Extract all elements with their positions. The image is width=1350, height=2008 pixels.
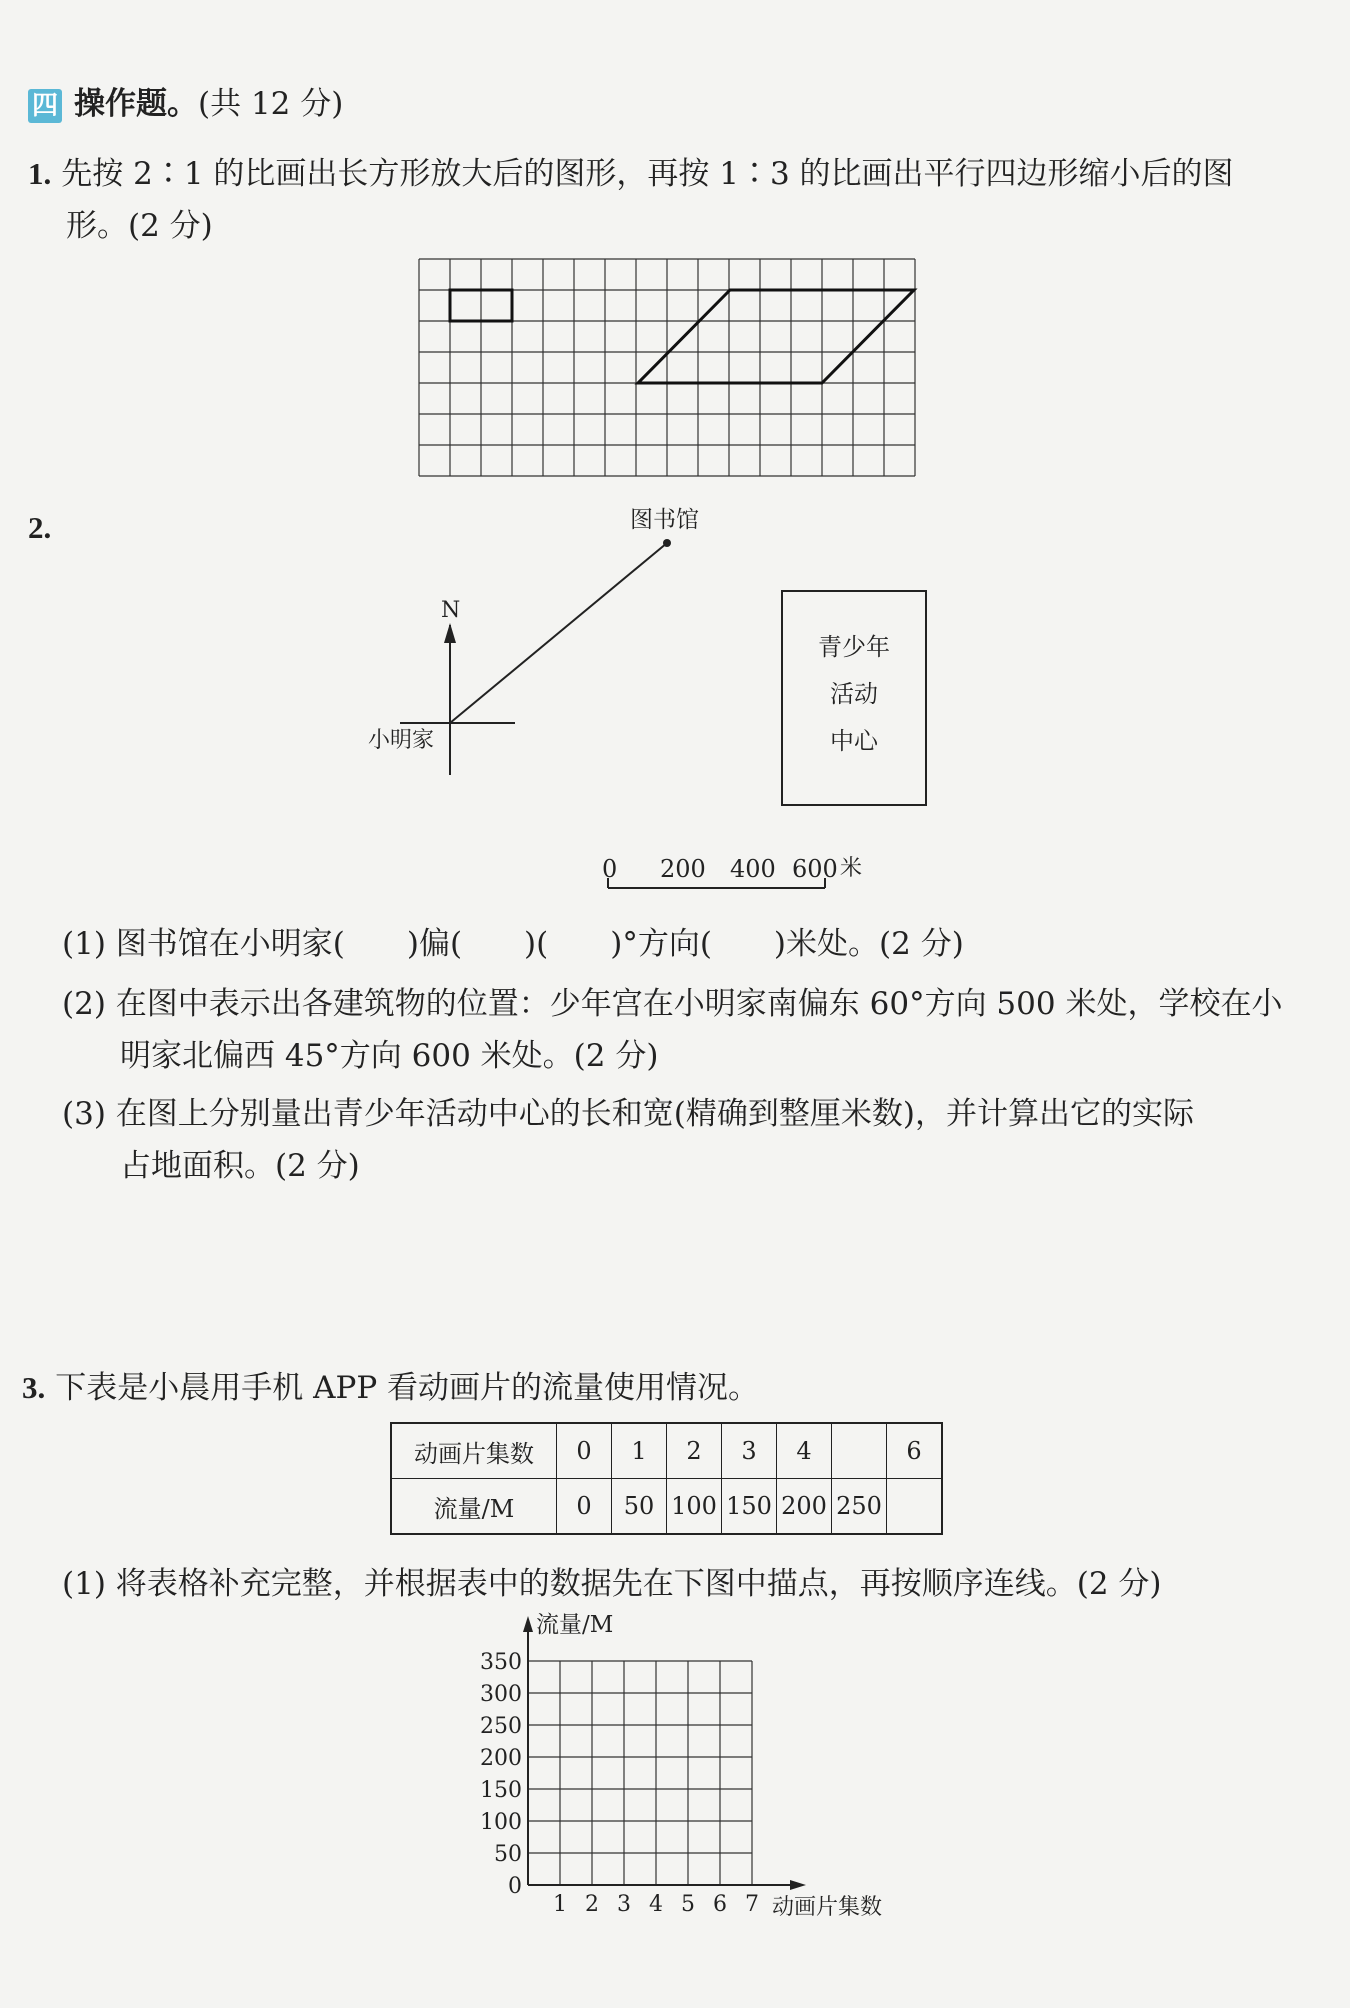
q2-sub1: (1) 图书馆在小明家( )偏( )( )°方向( )米处。(2 分) [62,926,964,962]
q3-sub1: (1) 将表格补充完整，并根据表中的数据先在下图中描点，再按顺序连线。(2 分) [62,1566,1162,1602]
q1-line1 [28,148,1234,193]
x-tick-label: 7 [745,1892,759,1917]
flow-cell: 100 [667,1479,722,1535]
section-score: (共 12 分) [198,86,344,122]
q1-text-2: 形。(2 分) [66,208,213,244]
section-header [28,78,343,123]
flow-cell: 50 [612,1479,667,1535]
episodes-cell: 2 [667,1423,722,1479]
x-tick-label: 2 [585,1892,599,1917]
episodes-cell: 3 [722,1423,777,1479]
q2-number: 2. [28,510,52,545]
center-label-3: 中心 [830,727,878,755]
center-label-2: 活动 [830,680,878,708]
flow-cell-blank [887,1479,943,1535]
north-arrow-icon [444,623,456,643]
q1-grid-figure [418,258,924,484]
q3-intro: 下表是小晨用手机 APP 看动画片的流量使用情况。 [55,1370,760,1406]
episodes-cell: 6 [887,1423,943,1479]
flow-cell: 200 [777,1479,832,1535]
episodes-cell: 1 [612,1423,667,1479]
flow-header: 流量/M [391,1479,557,1535]
table-row [391,1423,942,1479]
q3-graph [470,1608,930,1918]
q3-intro-line [22,1362,759,1407]
x-tick-labels [553,1892,759,1917]
y-tick-label: 300 [480,1682,522,1707]
center-label-1: 青少年 [818,633,890,661]
north-label: N [441,598,461,623]
y-axis-arrow-icon [523,1616,533,1632]
q1-number: 1. [28,156,52,191]
flow-table [390,1422,943,1535]
scale-tick-600: 600 [792,855,838,883]
q3-number: 3. [22,1370,46,1405]
scale-unit: 米 [840,856,863,881]
episodes-cell-blank [832,1423,887,1479]
scale-tick-200: 200 [660,855,706,883]
x-tick-label: 1 [553,1892,567,1917]
y-tick-label: 50 [494,1842,522,1867]
episodes-cell: 4 [777,1423,832,1479]
home-label: 小明家 [368,728,435,753]
x-tick-label: 6 [713,1892,727,1917]
flow-cell: 0 [557,1479,612,1535]
flow-cell: 250 [832,1479,887,1535]
flow-cell: 150 [722,1479,777,1535]
q2-sub3-line1: (3) 在图上分别量出青少年活动中心的长和宽(精确到整厘米数)，并计算出它的实际 [62,1096,1194,1132]
x-axis-label: 动画片集数 [772,1895,883,1918]
q2-map [340,495,940,905]
scale-bar [602,855,862,888]
episodes-cell: 0 [557,1423,612,1479]
y-tick-label: 200 [480,1746,522,1771]
scale-tick-0: 0 [602,855,618,883]
library-label: 图书馆 [630,507,699,533]
y-tick-label: 0 [508,1874,522,1899]
scale-tick-400: 400 [730,855,776,883]
episodes-header: 动画片集数 [391,1423,557,1479]
q3-grid-lines [528,1661,752,1885]
q2-sub2-line2: 明家北偏西 45°方向 600 米处。(2 分) [120,1038,659,1074]
x-tick-label: 5 [681,1892,695,1917]
y-tick-labels [480,1650,522,1899]
y-axis-label: 流量/M [536,1612,614,1638]
table-row [391,1479,942,1535]
x-axis-arrow-icon [790,1880,806,1890]
q2-sub3-line2: 占地面积。(2 分) [120,1148,360,1184]
y-tick-label: 350 [480,1650,522,1675]
y-tick-label: 150 [480,1778,522,1803]
home-to-library-line [450,543,667,723]
x-tick-label: 4 [649,1892,663,1917]
y-tick-label: 250 [480,1714,522,1739]
q1-parallelogram [638,290,914,383]
x-tick-label: 3 [617,1892,631,1917]
section-title: 操作题。 [74,86,198,122]
q1-text-1: 先按 2∶1 的比画出长方形放大后的图形，再按 1∶3 的比画出平行四边形缩小后的图 [61,156,1234,192]
y-tick-label: 100 [480,1810,522,1835]
section-badge: 四 [28,89,62,123]
q2-sub2-line1: (2) 在图中表示出各建筑物的位置：少年宫在小明家南偏东 60°方向 500 米处，学校在小 [62,986,1283,1022]
q1-grid-lines [419,259,915,476]
